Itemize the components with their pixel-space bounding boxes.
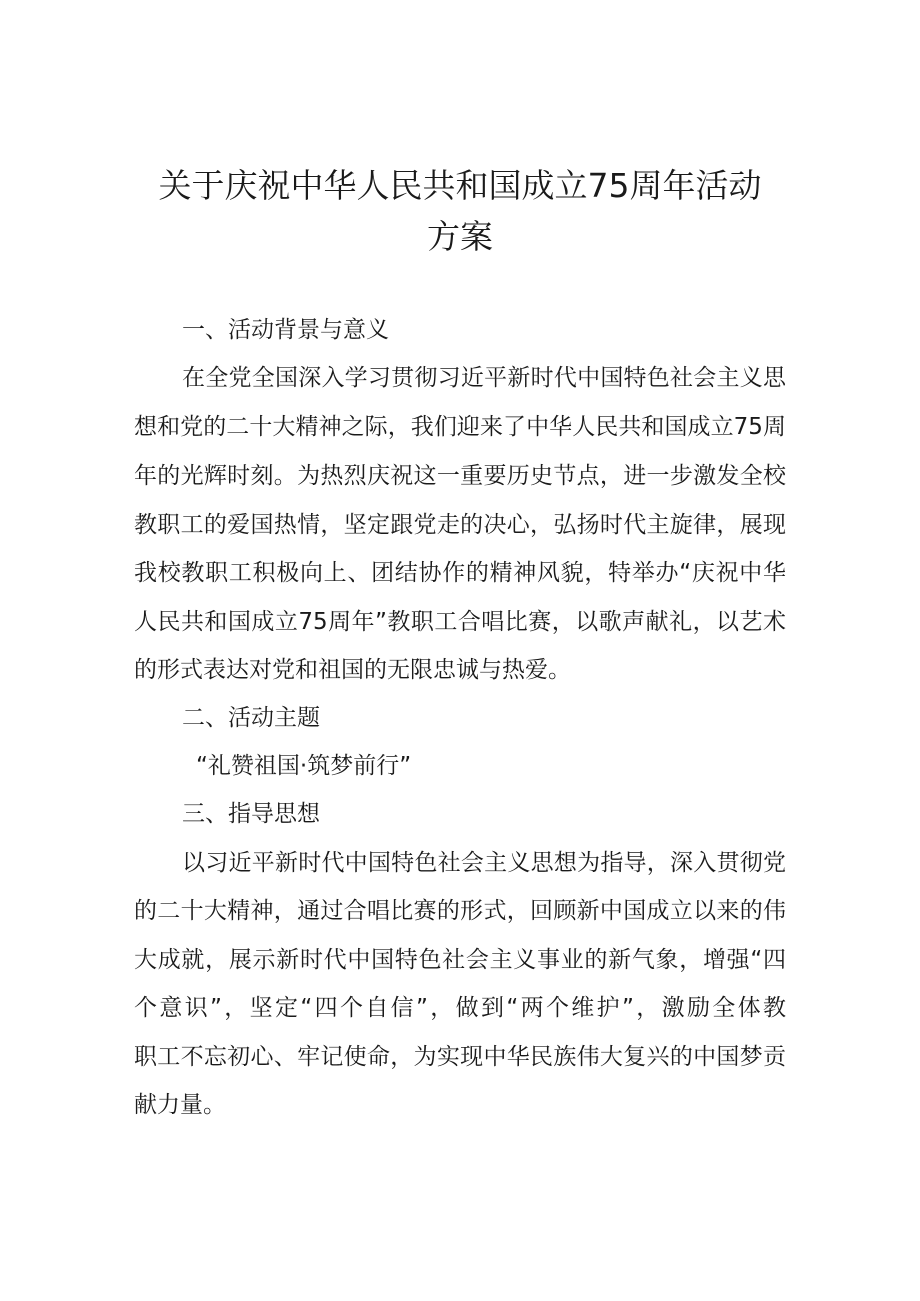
section-2-heading: 二、活动主题 [182,705,320,731]
section-3-line: 职工不忘初心、牢记使命，为实现中华民族伟大复兴的中国梦贡 [134,1044,786,1070]
section-3-line: 大成就，展示新时代中国特色社会主义事业的新气象，增强“四 [134,947,786,973]
section-3-heading: 三、指导思想 [182,801,320,827]
section-1-line: 教职工的爱国热情，坚定跟党走的决心，弘扬时代主旋律，展现 [134,512,786,538]
section-1-line: 的形式表达对党和祖国的无限忠诚与热爱。 [134,657,571,683]
section-3-line: 以习近平新时代中国特色社会主义思想为指导，深入贯彻党 [182,850,786,876]
section-3-line: 个意识”，坚定“四个自信”，做到“两个维护”，激励全体教 [134,995,786,1021]
section-3-line: 献力量。 [134,1092,226,1118]
section-1-line: 人民共和国成立75周年”教职工合唱比赛，以歌声献礼，以艺术 [134,609,786,635]
section-3-line: 的二十大精神，通过合唱比赛的形式，回顾新中国成立以来的伟 [134,898,786,924]
document-title-line-2: 方案 [427,217,493,256]
section-1-line: 在全党全国深入学习贯彻习近平新时代中国特色社会主义思 [182,365,786,391]
activity-theme: “礼赞祖国·筑梦前行” [196,753,412,779]
section-1-line: 我校教职工积极向上、团结协作的精神风貌，特举办“庆祝中华 [134,560,786,586]
section-1-line: 想和党的二十大精神之际，我们迎来了中华人民共和国成立75周 [134,414,786,440]
document-title-line-1: 关于庆祝中华人民共和国成立75周年活动 [158,166,762,205]
section-1-line: 年的光辉时刻。为热烈庆祝这一重要历史节点，进一步激发全校 [134,463,786,489]
section-1-heading: 一、活动背景与意义 [182,317,389,343]
